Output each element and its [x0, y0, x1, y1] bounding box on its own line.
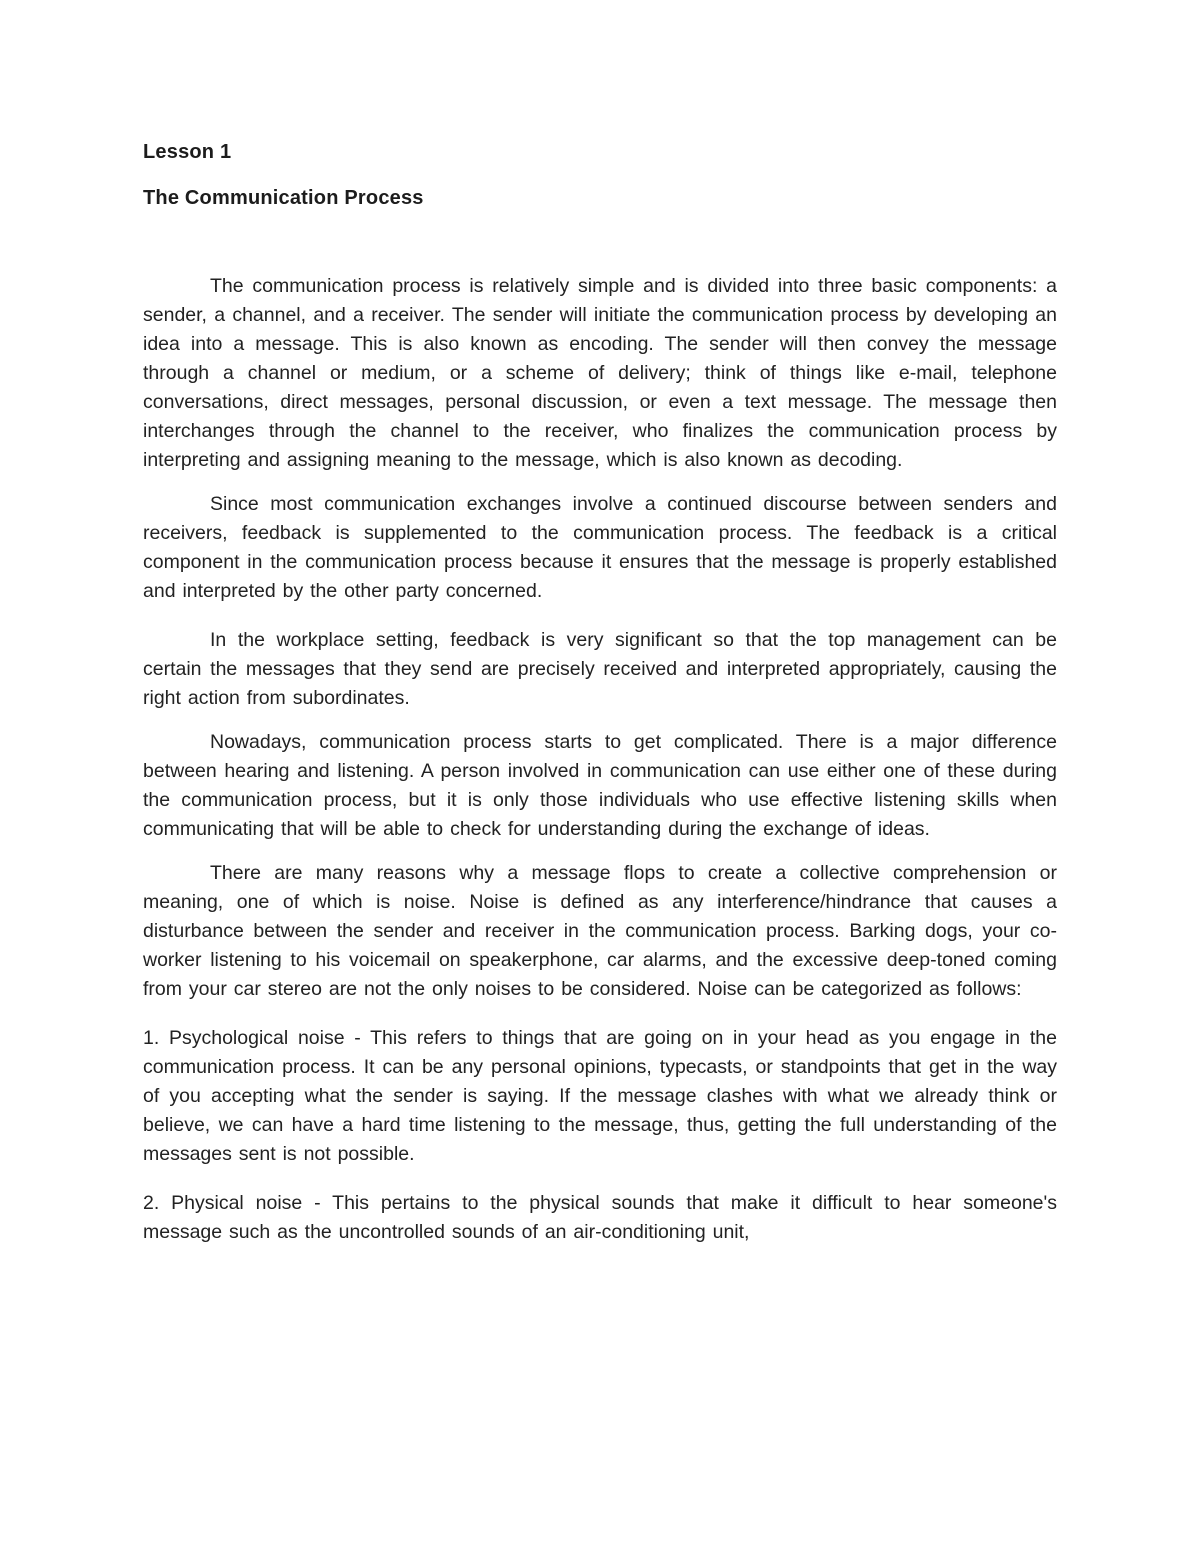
paragraph-intro: The communication process is relatively simple and is divided into three basic components: a sender, a channel, and a receiver. The sender will initiate the communication process by developing an idea into a message. This is also known as encoding. The sender will then convey the message through a channel or medium, or a scheme of delivery; think of things like e-mail, telephone conversations, direct messages, personal discussion, or even a text message. The message then interchanges through the channel to the receiver, who finalizes the communication process by interpreting and assigning meaning to the message, which is also known as decoding. — [143, 275, 1057, 471]
paragraph-hearing-listening: Nowadays, communication process starts to get complicated. There is a major difference between hearing and listening. A person involved in communication can use either one of these during the communication process, but it is only those individuals who use effective listening skills when communicating that will be able to check for understanding during the exchange of ideas. — [143, 731, 1057, 840]
paragraph-workplace: In the workplace setting, feedback is very significant so that the top management can be certain the messages that they send are precisely received and interpreted appropriately, causing the right action from subordinates. — [143, 629, 1057, 709]
lesson-heading: Lesson 1 — [143, 141, 232, 163]
list-item-psychological-noise: 1. Psychological noise - This refers to things that are going on in your head as you engage in the communication process. It can be any personal opinions, typecasts, or standpoints that get in the way of you accepting what the sender is saying. If the message clashes with what we already think or believe, we can have a hard time listening to the message, thus, getting the full understanding of the messages sent is not possible. — [143, 1027, 1057, 1165]
document-title: The Communication Process — [143, 187, 424, 209]
paragraph-noise: There are many reasons why a message flops to create a collective comprehension or meaning, one of which is noise. Noise is defined as any interference/hindrance that causes a disturbance between the sender and receiver in the communication process. Barking dogs, your co-worker listening to his voicemail on speakerphone, car alarms, and the excessive deep-toned coming from your car stereo are not the only noises to be considered. Noise can be categorized as follows: — [143, 862, 1057, 1000]
paragraph-feedback: Since most communication exchanges involve a continued discourse between senders and receivers, feedback is supplemented to the communication process. The feedback is a critical component in the communication process because it ensures that the message is properly established and interpreted by the other party concerned. — [143, 493, 1057, 602]
list-item-physical-noise: 2. Physical noise - This pertains to the physical sounds that make it difficult to hear someone's message such as the uncontrolled sounds of an air-conditioning unit, — [143, 1192, 1057, 1243]
